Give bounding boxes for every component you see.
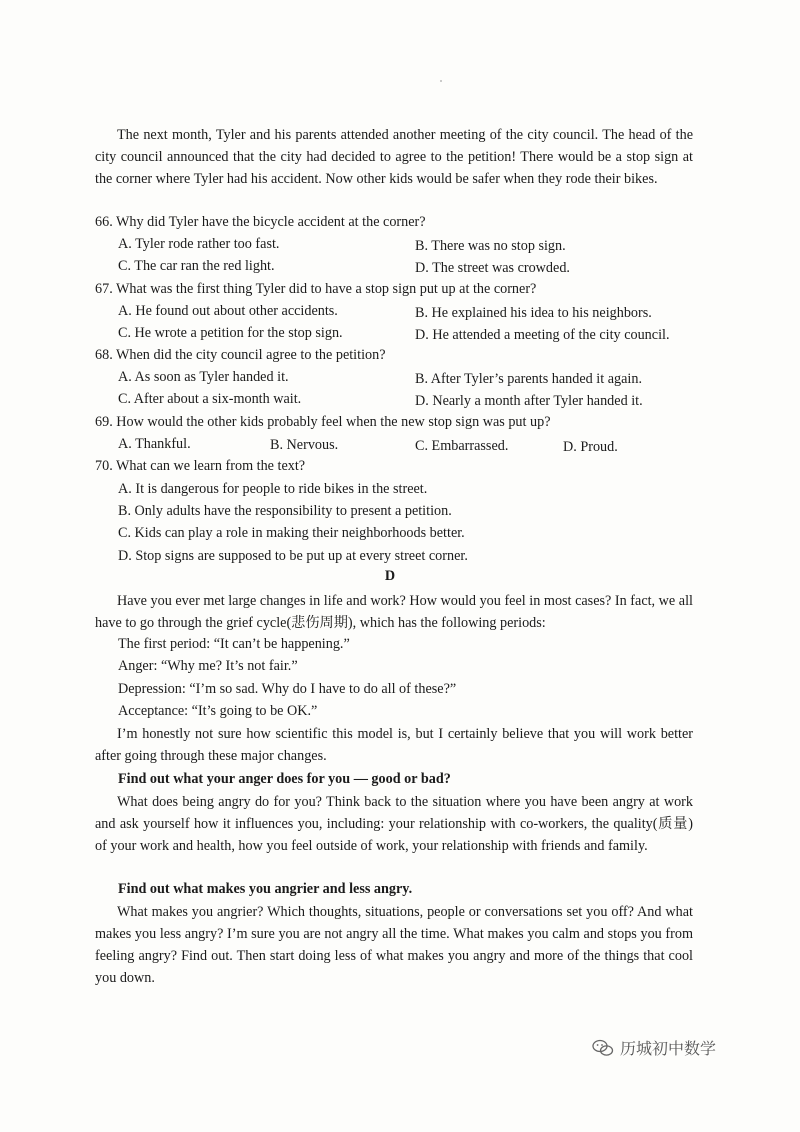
section-d-intro: Have you ever met large changes in life and work? How would you feel in most cases? In fact, we all have to go through the grief cycle(悲伤周期), which has the following periods: xyxy=(95,593,693,631)
grief-period-4: Acceptance: “It’s going to be OK.” xyxy=(118,703,318,719)
question-67-stem: 67. What was the first thing Tyler did to have a stop sign put up at the corner? xyxy=(95,281,537,297)
q70-option-a: A. It is dangerous for people to ride bikes in the street. xyxy=(118,481,428,497)
scan-speck xyxy=(440,80,442,82)
section-d-heading: D xyxy=(384,568,396,584)
q66-option-b: B. There was no stop sign. xyxy=(415,238,566,254)
q66-option-d: D. The street was crowded. xyxy=(415,260,570,276)
section-d-para4: What makes you angrier? Which thoughts, situations, people or conversations set you off? And what makes you less angry? I’m sure you are not angry all the time. What makes you calm and stops you from feeling angry? Find out. Then start doing less of what makes you angry and more of the things that cool you down. xyxy=(95,904,693,986)
question-70-stem: 70. What can we learn from the text? xyxy=(95,458,306,474)
subheading-anger-effects: Find out what your anger does for you — good or bad? xyxy=(118,771,451,787)
section-d-para3: What does being angry do for you? Think back to the situation where you have been angry at work and ask yourself how it influences you, including: your relationship with co-workers, the quality(质量) of your work and health, how you feel outside of work, your relationship with friends and family. xyxy=(95,794,693,854)
q69-option-a: A. Thankful. xyxy=(118,436,191,452)
grief-period-2: Anger: “Why me? It’s not fair.” xyxy=(118,658,298,674)
q66-option-c: C. The car ran the red light. xyxy=(118,258,275,274)
q67-option-a: A. He found out about other accidents. xyxy=(118,303,338,319)
q67-option-d: D. He attended a meeting of the city council. xyxy=(415,327,670,343)
q70-option-c: C. Kids can play a role in making their neighborhoods better. xyxy=(118,525,465,541)
watermark-text: 历城初中数学 xyxy=(620,1039,717,1058)
question-69-stem: 69. How would the other kids probably feel when the new stop sign was put up? xyxy=(95,414,551,430)
question-66-stem: 66. Why did Tyler have the bicycle accident at the corner? xyxy=(95,214,426,230)
q69-option-b: B. Nervous. xyxy=(270,437,339,453)
q68-option-d: D. Nearly a month after Tyler handed it. xyxy=(415,393,643,409)
q69-option-c: C. Embarrassed. xyxy=(415,438,509,454)
q70-option-b: B. Only adults have the responsibility to present a petition. xyxy=(118,503,452,519)
question-68-stem: 68. When did the city council agree to the petition? xyxy=(95,347,386,363)
q68-option-c: C. After about a six-month wait. xyxy=(118,391,302,407)
passage-c-ending: The next month, Tyler and his parents attended another meeting of the city council. The head of the city council announced that the city had decided to agree to the petition! There would be a stop sign at the corner where Tyler had his accident. Now other kids would be safer when they rode their bikes. xyxy=(95,127,693,187)
grief-period-1: The first period: “It can’t be happening.” xyxy=(118,636,350,652)
wechat-icon xyxy=(592,1039,614,1057)
q68-option-b: B. After Tyler’s parents handed it again. xyxy=(415,371,642,387)
q68-option-a: A. As soon as Tyler handed it. xyxy=(118,369,289,385)
q67-option-c: C. He wrote a petition for the stop sign. xyxy=(118,325,343,341)
q67-option-b: B. He explained his idea to his neighbors. xyxy=(415,305,652,321)
subheading-anger-triggers: Find out what makes you angrier and less angry. xyxy=(118,881,413,897)
q69-option-d: D. Proud. xyxy=(563,439,618,455)
q70-option-d: D. Stop signs are supposed to be put up at every street corner. xyxy=(118,548,468,564)
section-d-para2: I’m honestly not sure how scientific this model is, but I certainly believe that you will work better after going through these major changes. xyxy=(95,726,693,764)
watermark xyxy=(592,1036,716,1059)
q66-option-a: A. Tyler rode rather too fast. xyxy=(118,236,280,252)
grief-period-3: Depression: “I’m so sad. Why do I have to do all of these?” xyxy=(118,681,457,697)
